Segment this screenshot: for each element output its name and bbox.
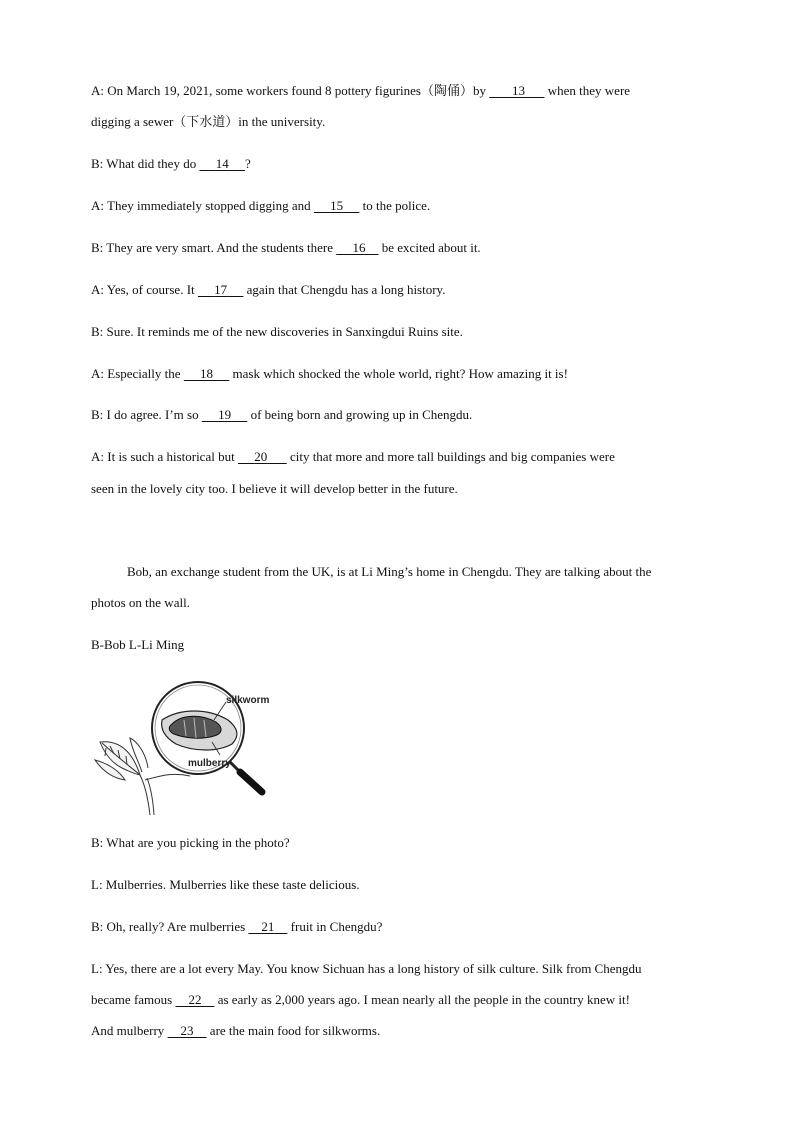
- silkworm-magnifier-illustration: [90, 680, 285, 815]
- text: seen in the lovely city too. I believe it will develop better in the future.: [91, 481, 458, 496]
- passage-line-3: [91, 919, 382, 935]
- dialogue-line-2: [91, 114, 325, 130]
- text: are the main food for silkworms.: [206, 1023, 381, 1038]
- text: fruit in Chengdu?: [287, 919, 383, 934]
- dialogue-line-9: [91, 407, 472, 423]
- text: B-Bob L-Li Ming: [91, 637, 185, 652]
- text: A: On March 19, 2021, some workers found 8 pottery figurines（陶俑）by: [91, 83, 490, 98]
- label-silkworm: silkworm: [226, 695, 270, 706]
- text: B: They are very smart. And the students there: [91, 240, 337, 255]
- text: photos on the wall.: [91, 595, 190, 610]
- text: A: Yes, of course. It: [91, 282, 198, 297]
- blank-16: 16: [352, 240, 366, 255]
- text: of being born and growing up in Chengdu.: [247, 407, 473, 422]
- blank-21: 21: [261, 919, 275, 934]
- dialogue-line-6: [91, 282, 445, 298]
- dialogue-line-5: [91, 240, 481, 256]
- dialogue-line-3: [91, 156, 251, 172]
- blank-19: 19: [218, 407, 232, 422]
- text: as early as 2,000 years ago. I mean nearly all the people in the country knew it!: [214, 992, 630, 1007]
- passage-intro-1: [127, 564, 651, 580]
- text: A: Especially the: [91, 366, 184, 381]
- dialogue-line-8: [91, 366, 568, 382]
- blank-18: 18: [200, 366, 214, 381]
- text: became famous: [91, 992, 176, 1007]
- blank-14: 14: [215, 156, 229, 171]
- text: And mulberry: [91, 1023, 168, 1038]
- speaker-key: [91, 637, 184, 653]
- passage-intro-2: [91, 595, 190, 611]
- text: digging a sewer（下水道）in the university.: [91, 114, 326, 129]
- text: again that Chengdu has a long history.: [243, 282, 446, 297]
- text: ?: [244, 156, 251, 171]
- blank-20: 20: [254, 449, 268, 464]
- text: to the police.: [359, 198, 431, 213]
- text: mask which shocked the whole world, right? How amazing it is!: [229, 366, 568, 381]
- passage-line-1: [91, 835, 290, 851]
- passage-line-6: [91, 1023, 380, 1039]
- text: city that more and more tall buildings and big companies were: [286, 449, 615, 464]
- text: B: What are you picking in the photo?: [91, 835, 290, 850]
- magnifier-handle: [240, 772, 262, 792]
- text: B: I do agree. I’m so: [91, 407, 202, 422]
- blank-15: 15: [330, 198, 344, 213]
- blank-23: 23: [180, 1023, 194, 1038]
- passage-line-4: [91, 961, 642, 977]
- text: B: Oh, really? Are mulberries: [91, 919, 249, 934]
- text: L: Mulberries. Mulberries like these taste delicious.: [91, 877, 360, 892]
- blank-17: 17: [214, 282, 228, 297]
- text: B: Sure. It reminds me of the new discoveries in Sanxingdui Ruins site.: [91, 324, 463, 339]
- passage-line-5: [91, 992, 630, 1008]
- text: A: They immediately stopped digging and: [91, 198, 314, 213]
- blank-22: 22: [188, 992, 202, 1007]
- label-mulberry: mulberry: [188, 758, 231, 769]
- dialogue-line-11: [91, 481, 458, 497]
- text: Bob, an exchange student from the UK, is at Li Ming’s home in Chengdu. They are talking about the: [127, 564, 652, 579]
- dialogue-line-10: [91, 449, 615, 465]
- text: when they were: [544, 83, 631, 98]
- dialogue-line-7: [91, 324, 463, 340]
- text: be excited about it.: [378, 240, 481, 255]
- dialogue-line-4: [91, 198, 430, 214]
- blank-13: 13: [512, 83, 525, 98]
- text: A: It is such a historical but: [91, 449, 238, 464]
- passage-line-2: [91, 877, 360, 893]
- dialogue-line-1: [91, 83, 630, 99]
- text: B: What did they do: [91, 156, 200, 171]
- text: L: Yes, there are a lot every May. You know Sichuan has a long history of silk culture. Silk from Chengdu: [91, 961, 642, 976]
